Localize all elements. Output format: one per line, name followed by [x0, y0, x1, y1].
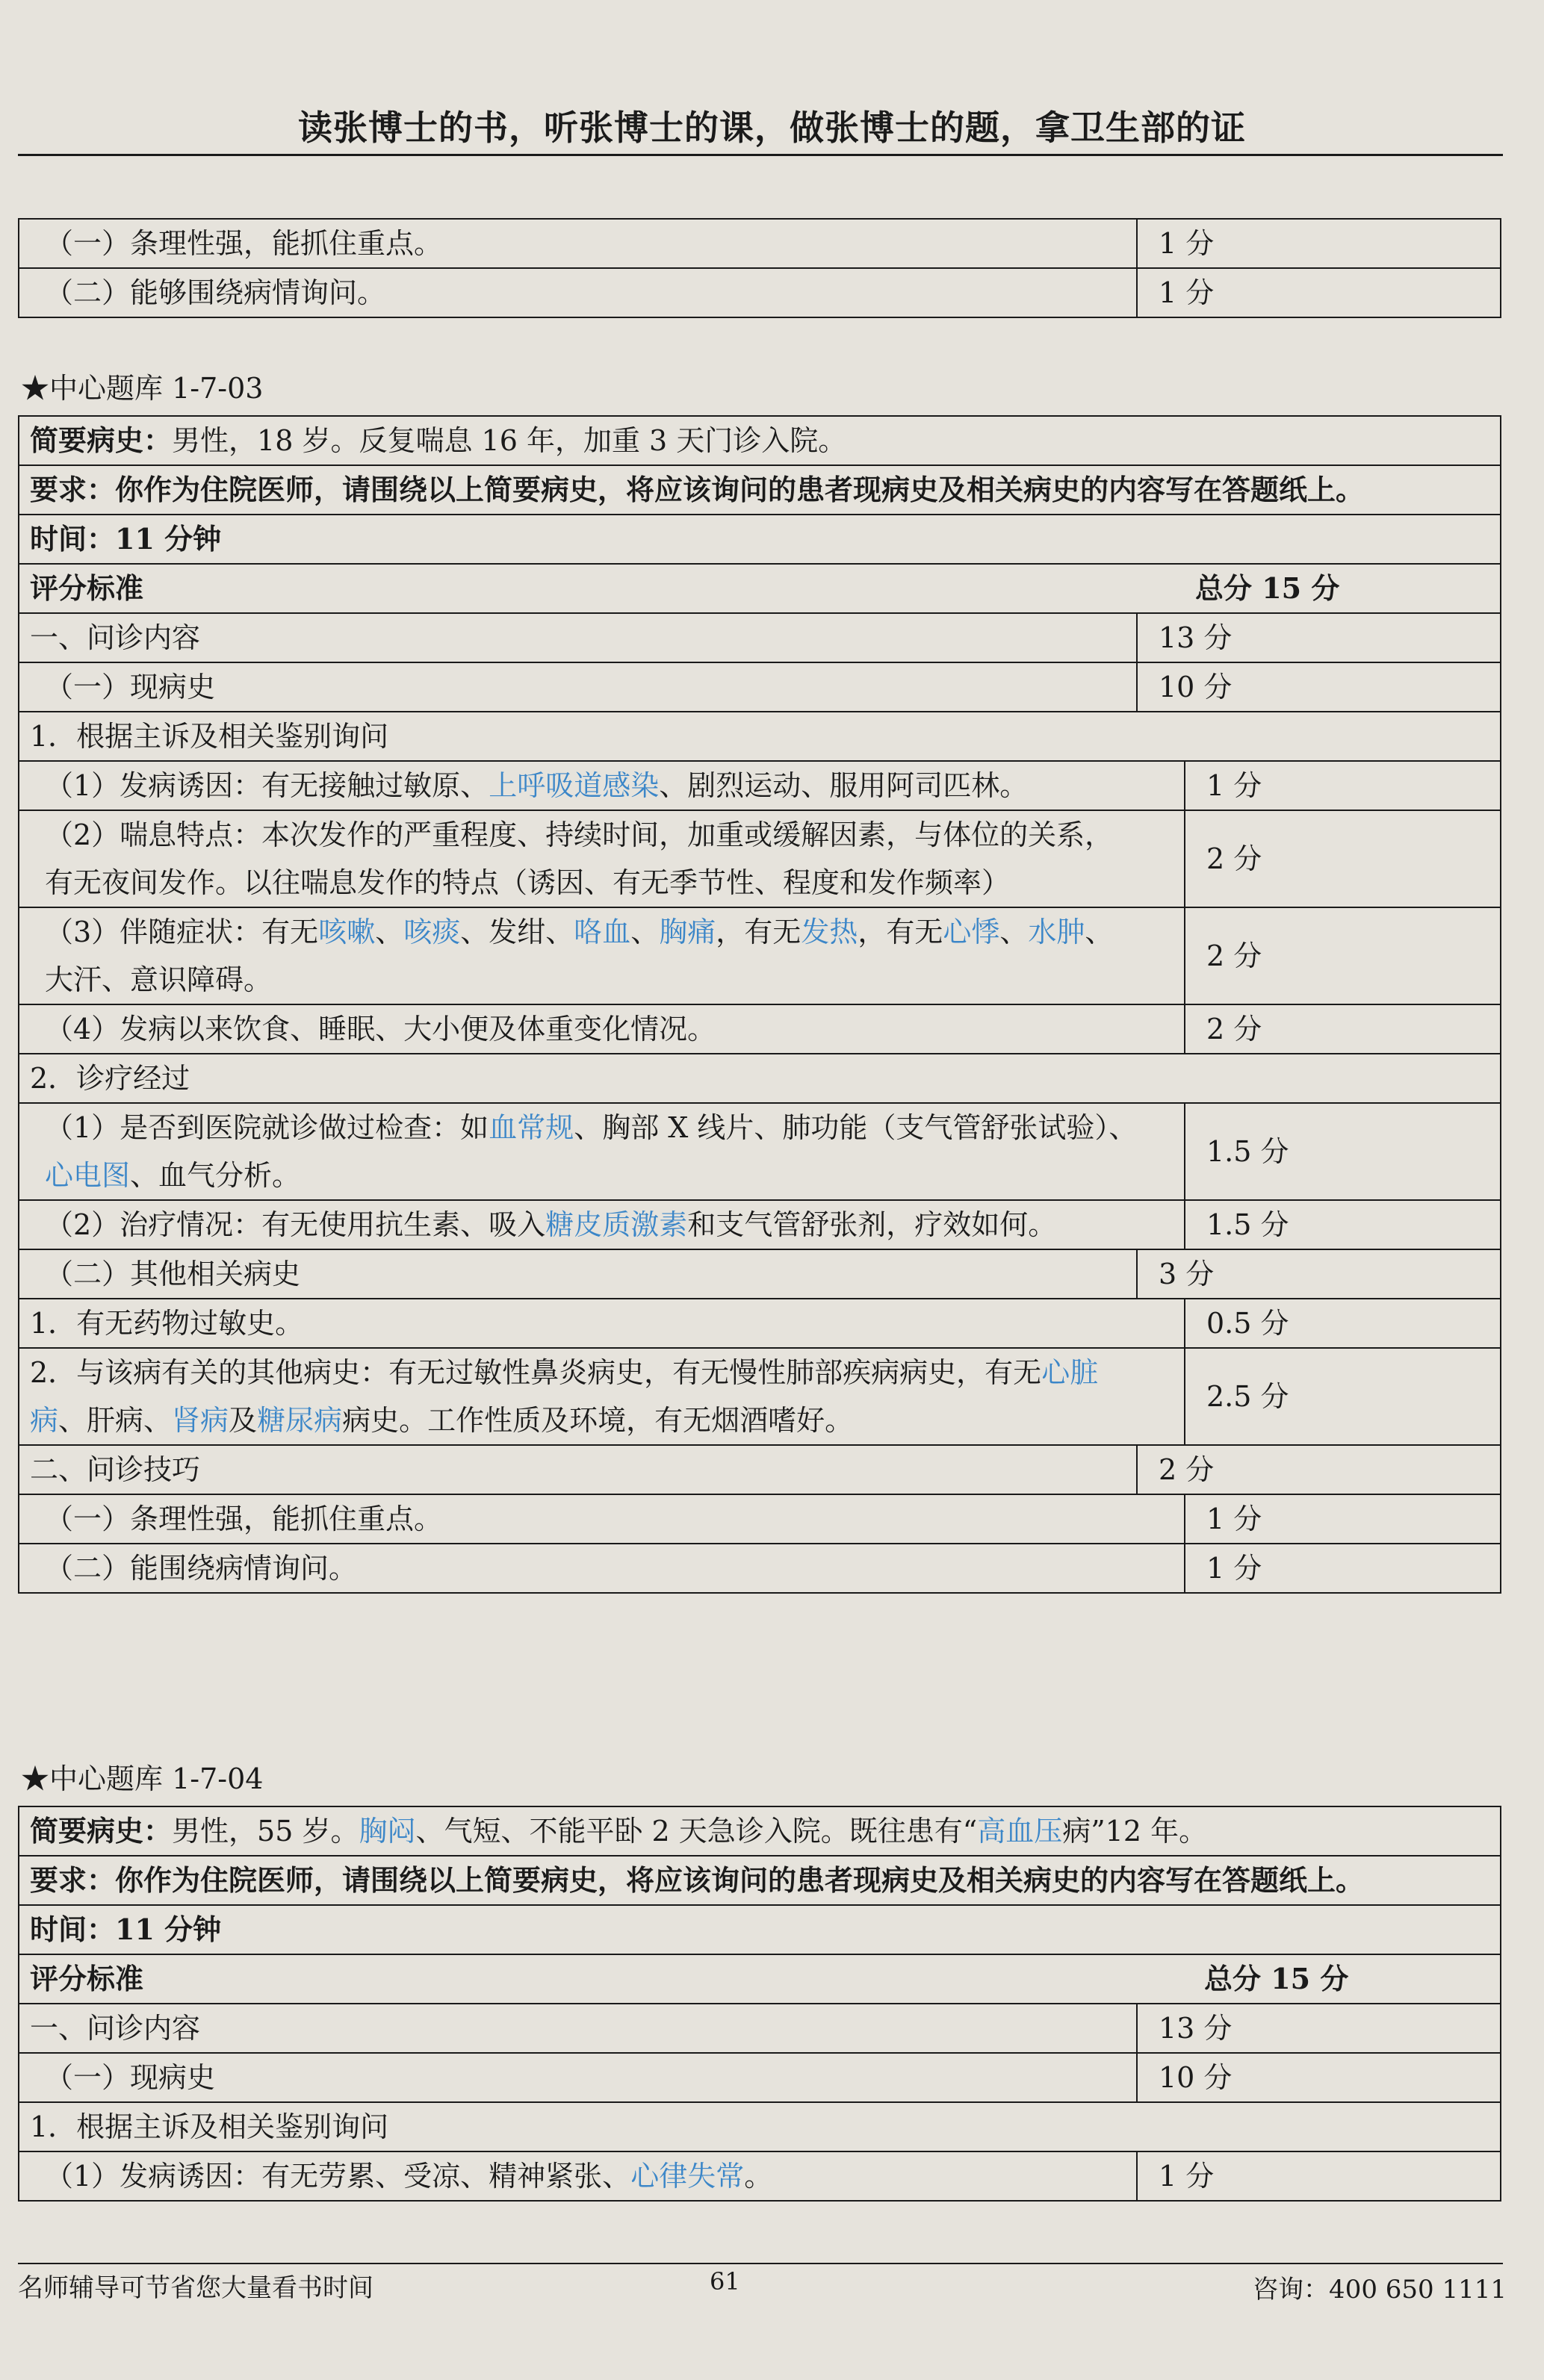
table-row	[19, 712, 1501, 761]
highlight: 上呼吸道感染	[489, 769, 660, 802]
history-label: 简要病史：	[30, 1814, 173, 1848]
case-title-03: ★中心题库 1-7-03	[21, 372, 264, 405]
text: （1）是否到医院就诊做过检查：如	[45, 1111, 489, 1144]
text: （2）治疗情况：有无使用抗生素、吸入	[45, 1208, 546, 1241]
case-04-table	[18, 1806, 1501, 2202]
text: 、气短、不能平卧 2 天急诊入院。既往患有“	[415, 1815, 978, 1848]
text: 、发绀、	[460, 916, 574, 948]
table-row	[19, 2102, 1501, 2151]
table-row	[19, 564, 1501, 613]
highlight: 咯血	[574, 916, 631, 948]
table-row	[19, 219, 1501, 268]
table-row	[19, 810, 1501, 907]
table-row	[19, 613, 1501, 662]
item-label: 2．诊疗经过	[19, 1054, 1501, 1103]
highlight: 胸痛	[659, 916, 716, 948]
score-cell: 1.5 分	[1185, 1200, 1501, 1249]
score-cell: 1 分	[1185, 1544, 1501, 1593]
table-row	[19, 662, 1501, 712]
text: （3）伴随症状：有无	[45, 916, 319, 948]
text: 、	[375, 916, 404, 948]
highlight: 心悸	[943, 916, 1000, 948]
total-score: 总分 15 分	[1137, 1954, 1501, 2004]
score-cell: 2 分	[1137, 1445, 1501, 1494]
highlight: 发热	[801, 916, 858, 948]
case-title-04: ★中心题库 1-7-04	[21, 1762, 264, 1795]
top-table	[18, 218, 1501, 318]
text: 。	[744, 2160, 773, 2193]
text: 、大汗、意识障碍。	[45, 916, 1114, 996]
highlight: 心律失常	[630, 2160, 745, 2193]
highlight: 咳痰	[403, 916, 461, 948]
score-cell: 0.5 分	[1185, 1299, 1501, 1348]
text: 病史。工作性质及环境，有无烟酒嗜好。	[342, 1404, 854, 1437]
table-row	[19, 1054, 1501, 1103]
page-number: 61	[710, 2267, 740, 2296]
highlight: 糖皮质激素	[545, 1208, 688, 1241]
text: 男性，55 岁。	[172, 1815, 359, 1848]
score-cell: 1 分	[1185, 1494, 1501, 1544]
text: （1）发病诱因：有无接触过敏原、	[45, 769, 489, 802]
table-row	[19, 1905, 1501, 1954]
table-row	[19, 1103, 1501, 1200]
score-cell: 1 分	[1137, 219, 1501, 268]
table-row	[19, 2151, 1501, 2201]
score-cell: 1 分	[1137, 268, 1501, 317]
subsection-label: （一）现病史	[19, 662, 1137, 712]
table-row	[19, 1856, 1501, 1905]
time-limit: 时间：11 分钟	[19, 1905, 1501, 1954]
score-cell: 1 分	[1137, 2151, 1501, 2201]
footer-rule	[18, 2263, 1503, 2264]
item-text: （二）能围绕病情询问。	[19, 1544, 1185, 1593]
table-row	[19, 465, 1501, 515]
section-label: 二、问诊技巧	[19, 1445, 1137, 1494]
page-header: 读张博士的书，听张博士的课，做张博士的题，拿卫生部的证	[298, 108, 1246, 148]
highlight: 血常规	[489, 1111, 574, 1144]
highlight: 糖尿病	[257, 1404, 343, 1437]
table-row	[19, 2053, 1501, 2102]
table-row	[19, 1494, 1501, 1544]
score-cell: 13 分	[1137, 2004, 1501, 2053]
highlight: 胸闷	[359, 1815, 416, 1848]
footer-contact: 咨询：400 650 1111	[1253, 2275, 1507, 2305]
requirement: 要求：你作为住院医师，请围绕以上简要病史，将应该询问的患者现病史及相关病史的内容写在答题纸上。	[19, 465, 1501, 515]
table-row	[19, 1348, 1501, 1445]
highlight: 肾病	[172, 1404, 229, 1437]
table-row	[19, 1806, 1501, 1856]
time-limit: 时间：11 分钟	[19, 515, 1501, 564]
table-row	[19, 907, 1501, 1004]
footer-slogan: 名师辅导可节省您大量看书时间	[18, 2273, 373, 2303]
text: 、剧烈运动、服用阿司匹林。	[659, 769, 1029, 802]
score-cell: 2.5 分	[1185, 1348, 1501, 1445]
table-row	[19, 761, 1501, 810]
table-row	[19, 1299, 1501, 1348]
section-label: 一、问诊内容	[19, 2004, 1137, 2053]
table-row	[19, 1249, 1501, 1299]
history-label: 简要病史：	[30, 423, 173, 457]
text: 及	[229, 1404, 258, 1437]
item-text: 1．有无药物过敏史。	[19, 1299, 1185, 1348]
case-03-table	[18, 415, 1501, 1594]
score-cell: 1.5 分	[1185, 1103, 1501, 1200]
text: ，有无	[858, 916, 943, 948]
total-score: 总分 15 分	[1185, 564, 1501, 613]
table-row	[19, 515, 1501, 564]
highlight: 高血压	[977, 1815, 1063, 1848]
text: 2．与该病有关的其他病史：有无过敏性鼻炎病史，有无慢性肺部疾病病史，有无	[30, 1356, 1042, 1389]
skill-item-1: （一）条理性强，能抓住重点。	[19, 219, 1137, 268]
history-text: 男性，18 岁。反复喘息 16 年，加重 3 天门诊入院。	[172, 424, 847, 457]
score-cell: 2 分	[1185, 1004, 1501, 1054]
score-cell: 1 分	[1185, 761, 1501, 810]
text: ，有无	[716, 916, 802, 948]
text: （1）发病诱因：有无劳累、受凉、精神紧张、	[45, 2160, 631, 2193]
item-label: 1．根据主诉及相关鉴别询问	[19, 712, 1501, 761]
subsection-label: （二）其他相关病史	[19, 1249, 1137, 1299]
score-cell: 10 分	[1137, 2053, 1501, 2102]
criteria-label: 评分标准	[19, 1954, 1137, 2004]
table-row	[19, 416, 1501, 465]
score-cell: 10 分	[1137, 662, 1501, 712]
table-row	[19, 1200, 1501, 1249]
text: 、胸部 X 线片、肺功能（支气管舒张试验）、	[574, 1111, 1138, 1144]
text: 、	[630, 916, 660, 948]
table-row	[19, 2004, 1501, 2053]
highlight: 咳嗽	[318, 916, 376, 948]
highlight: 水肿	[1028, 916, 1085, 948]
text: 和支气管舒张剂，疗效如何。	[687, 1208, 1057, 1241]
score-cell: 2 分	[1185, 810, 1501, 907]
table-row	[19, 1954, 1501, 2004]
score-cell: 3 分	[1137, 1249, 1501, 1299]
table-row	[19, 268, 1501, 317]
highlight: 心电图	[45, 1159, 131, 1192]
text: 、血气分析。	[130, 1159, 301, 1192]
table-row	[19, 1004, 1501, 1054]
text: 、	[999, 916, 1029, 948]
requirement: 要求：你作为住院医师，请围绕以上简要病史，将应该询问的患者现病史及相关病史的内容写在答题纸上。	[19, 1856, 1501, 1905]
text: 、肝病、	[58, 1404, 173, 1437]
section-label: 一、问诊内容	[19, 613, 1137, 662]
item-label: 1．根据主诉及相关鉴别询问	[19, 2102, 1501, 2151]
item-text: （2）喘息特点：本次发作的严重程度、持续时间，加重或缓解因素，与体位的关系，有无夜间发作。以往喘息发作的特点（诱因、有无季节性、程度和发作频率）	[19, 810, 1185, 907]
subsection-label: （一）现病史	[19, 2053, 1137, 2102]
header-rule	[18, 154, 1503, 156]
text: 病”12 年。	[1062, 1815, 1208, 1848]
skill-item-2: （二）能够围绕病情询问。	[19, 268, 1137, 317]
score-cell: 13 分	[1137, 613, 1501, 662]
criteria-label: 评分标准	[19, 564, 1185, 613]
highlight: 心脏病	[30, 1356, 1099, 1437]
item-text: （4）发病以来饮食、睡眠、大小便及体重变化情况。	[19, 1004, 1185, 1054]
score-cell: 2 分	[1185, 907, 1501, 1004]
table-row	[19, 1445, 1501, 1494]
item-text: （一）条理性强，能抓住重点。	[19, 1494, 1185, 1544]
table-row	[19, 1544, 1501, 1593]
